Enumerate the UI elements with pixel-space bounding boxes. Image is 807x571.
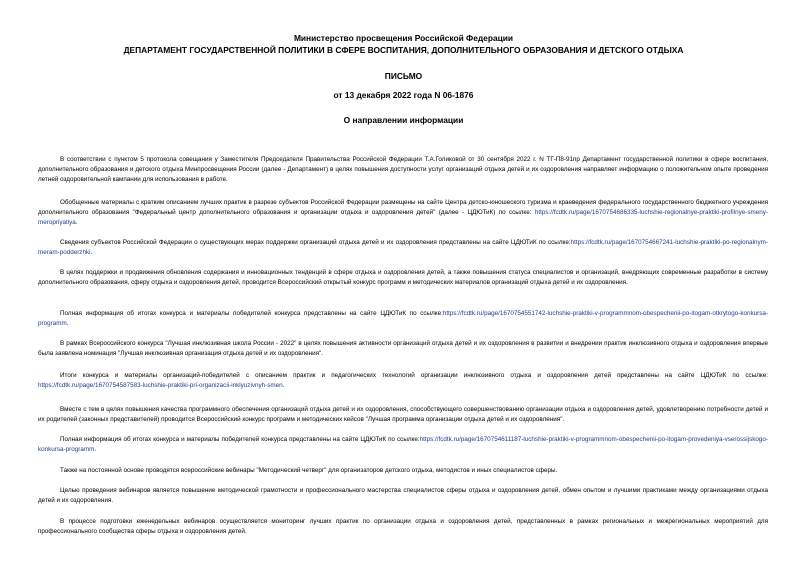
paragraph: Полная информация об итогах конкурса и материалы победителей конкурса представлены на сайте ЦДЮТиК по ссылке:https://fcdtk.ru/page/1670754551742-luchshie-praktiki-v-programmnom-obespechenii-po-itogam-otkrytogo-konkursa-programm.	[38, 310, 768, 327]
link[interactable]: https://fcdtk.ru/page/1670754611187-luchshie-praktiki-v-programmnom-obespechenii-po-itogam-provedeniya-vserossijskogo-konkursa-programm	[38, 436, 768, 453]
document-date-number: от 13 декабря 2022 года N 06-1876	[333, 90, 474, 100]
ministry-title: Министерство просвещения Российской Федерации	[293, 33, 514, 43]
link[interactable]: https://fcdtk.ru/page/1670754587583-luchshie-praktiki-pri-organizacii-inklyuzivnyh-smen	[38, 382, 283, 389]
link[interactable]: https://fcdtk.ru/page/1670754686335-luchshie-regionalnye-praktiki-profilnye-smeny-meropriyatiya	[38, 209, 768, 226]
paragraph: В процессе подготовки еженедельных вебинаров осуществляется мониторинг лучших практик по организации отдыха и оздоровления детей, представленных в рамках региональных и межрегиональных мероприятий для профессионального сообщества сферы отдыха и оздоровления детей.	[38, 518, 768, 535]
paragraph: Итоги конкурса и материалы организаций-победителей с описанием практик и педагогических технологий организации инклюзивного отдыха и оздоровления детей представлены на сайте ЦДЮТиК по ссылке: https://fcdtk.ru/page/1670754587583-luchshie-praktiki-pri-organizacii-inklyuzivnyh-smen.	[38, 372, 768, 389]
link[interactable]: https://fcdtk.ru/page/1670754667241-luchshie-praktiki-po-regionalnym-meram-podderzhki	[38, 239, 768, 256]
link[interactable]: https://fcdtk.ru/page/1670754551742-luchshie-praktiki-v-programmnom-obespechenii-po-itogam-otkrytogo-konkursa-programm	[38, 310, 768, 327]
paragraph: В рамках Всероссийского конкурса "Лучшая инклюзивная школа России - 2022" в целях повышения активности организаций отдыха детей и их оздоровления в развитии и внедрении практик инклюзивного отдыха и оздоровления впервые была заявлена номинация "Лучшая инклюзивная организация отдыха детей и их оздоровления".	[38, 340, 768, 357]
paragraph: В целях поддержки и продвижения обновления содержания и инновационных тенденций в сфере отдыха и оздоровления детей, а также повышения статуса специалистов и организаций, внедряющих современные разработки в систему дополнительного образования, сферу отдыха и оздоровления детей, проводится Всероссийский открытый конкурс программ и методических материалов организаций отдыха детей и их оздоровления.	[38, 269, 768, 286]
paragraph: Сведения субъектов Российской Федерации о существующих мерах поддержки организаций отдыха детей и их оздоровления представлены на сайте ЦДЮТиК по ссылке:https://fcdtk.ru/page/1670754667241-luchshie-praktiki-po-regionalnym-meram-podderzhki.	[38, 239, 768, 256]
paragraph: Вместе с тем в целях повышения качества программного обеспечения организаций отдыха детей и их оздоровления, способствующего совершенствованию организации отдыха и оздоровления детей, удовлетворению потребности детей и их родителей (законных представителей) проводится Всероссийский конкурс программ и методических кейсов "Лучшая программа организации отдыха детей и их оздоровления".	[38, 406, 768, 423]
paragraph: Целью проведения вебинаров является повышение методической грамотности и профессионального мастерства специалистов сферы отдыха и оздоровления детей, обмен опытом и лучшими практиками между организациями отдыха детей и их оздоровления.	[38, 487, 768, 504]
department-title: ДЕПАРТАМЕНТ ГОСУДАРСТВЕННОЙ ПОЛИТИКИ В СФЕРЕ ВОСПИТАНИЯ, ДОПОЛНИТЕЛЬНОГО ОБРАЗОВАНИЯ И ДЕТСКОГО ОТДЫХА	[123, 45, 684, 55]
paragraph: Обобщенные материалы с кратким описанием лучших практик в разрезе субъектов Российской Федерации размещены на сайте Центра детско-юношеского туризма и краеведения федерального государственного бюджетного учреждения дополнительного образования "Федеральный центр дополнительного образования и организации отдыха и оздоровления детей" (далее - ЦДЮТиК) по ссылке: https://fcdtk.ru/page/1670754686335-luchshie-regionalnye-praktiki-profilnye-smeny-meropriyatiya.	[38, 199, 768, 226]
paragraph: Полная информация об итогах конкурса и материалы победителей конкурса представлены на сайте ЦДЮТиК по ссылке:https://fcdtk.ru/page/1670754611187-luchshie-praktiki-v-programmnom-obespechenii-po-itogam-provedeniya-vserossijskogo-konkursa-programm.	[38, 436, 768, 453]
paragraph: В соответствии с пунктом 5 протокола совещания у Заместителя Председателя Правительства Российской Федерации Т.А.Голиковой от 30 сентября 2022 г. N ТГ-П8-91пр Департамент государственной политики в сфере воспитания, дополнительного образования и детского отдыха Минпросвещения России (далее - Департамент) в целях повышения доступности услуг организаций отдыха детей и их оздоровления направляет информацию о положительном опыте проведения летней оздоровительной кампании для использования в работе.	[38, 156, 768, 183]
document-type: ПИСЬМО	[384, 71, 423, 81]
paragraph: Также на постоянной основе проводятся всероссийские вебинары "Методический четверг" для организаторов детского отдыха, методистов и иных специалистов сферы.	[60, 467, 558, 474]
document-subject: О направлении информации	[343, 115, 464, 125]
